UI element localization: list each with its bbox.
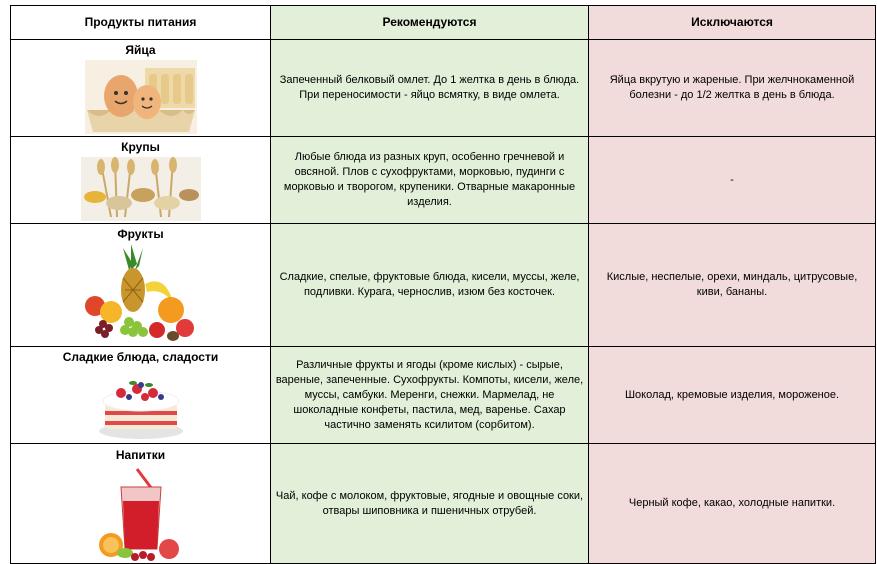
recommended-cell: Любые блюда из разных круп, особенно гречневой и овсяной. Плов с сухофруктами, морковью, пудинги с морковью и творогом, крупеники. Отварные макаронные изделия. — [271, 137, 589, 224]
product-name: Напитки — [115, 447, 166, 462]
header-recommended: Рекомендуются — [271, 6, 589, 40]
product-cell — [11, 224, 271, 347]
header-row — [11, 6, 876, 40]
grains-cereals-icon — [81, 157, 201, 221]
excluded-cell: Кислые, неспелые, орехи, миндаль, цитрусовые, киви, бананы. — [589, 224, 876, 347]
excluded-cell: Шоколад, кремовые изделия, мороженое. — [589, 347, 876, 444]
product-cell — [11, 347, 271, 444]
product-name: Яйца — [125, 43, 156, 57]
product-cell — [11, 40, 271, 137]
eggs-in-carton-icon — [85, 60, 197, 134]
excluded-cell: Яйца вкрутую и жареные. При желчнокаменной болезни - до 1/2 желтка в день в блюда. — [589, 40, 876, 137]
recommended-cell: Различные фрукты и ягоды (кроме кислых) - сырые, вареные, запеченные. Сухофрукты. Компоты, кисели, желе, муссы, самбуки. Меренги, снежки. Мармелад, не шоколадные конфеты, пастила, мед, варенье. Сахар частично заменять ксилитом (сорбитом). — [271, 347, 589, 444]
recommended-cell: Запеченный белковый омлет. До 1 желтка в день в блюда. При переносимости - яйцо всмятку, в виде омлета. — [271, 40, 589, 137]
excluded-cell: - — [589, 137, 876, 224]
product-cell — [11, 444, 271, 564]
recommended-cell: Чай, кофе с молоком, фруктовые, ягодные и овощные соки, отвары шиповника и пшеничных отрубей. — [271, 444, 589, 564]
table-row — [11, 347, 876, 444]
juice-glass-icon — [91, 465, 191, 561]
diet-table — [10, 5, 876, 564]
product-name: Фрукты — [117, 227, 164, 241]
fruit-assortment-icon — [81, 244, 201, 344]
table-row — [11, 444, 876, 564]
table-row — [11, 137, 876, 224]
product-name: Сладкие блюда, сладости — [62, 350, 219, 364]
berry-cake-icon — [91, 367, 191, 441]
excluded-cell: Черный кофе, какао, холодные напитки. — [589, 444, 876, 564]
product-cell — [11, 137, 271, 224]
header-excluded: Исключаются — [589, 6, 876, 40]
table-row — [11, 40, 876, 137]
table-row — [11, 224, 876, 347]
header-products: Продукты питания — [11, 6, 271, 40]
recommended-cell: Сладкие, спелые, фруктовые блюда, кисели, муссы, желе, подливки. Курага, чернослив, изюм без косточек. — [271, 224, 589, 347]
product-name: Крупы — [121, 140, 160, 154]
